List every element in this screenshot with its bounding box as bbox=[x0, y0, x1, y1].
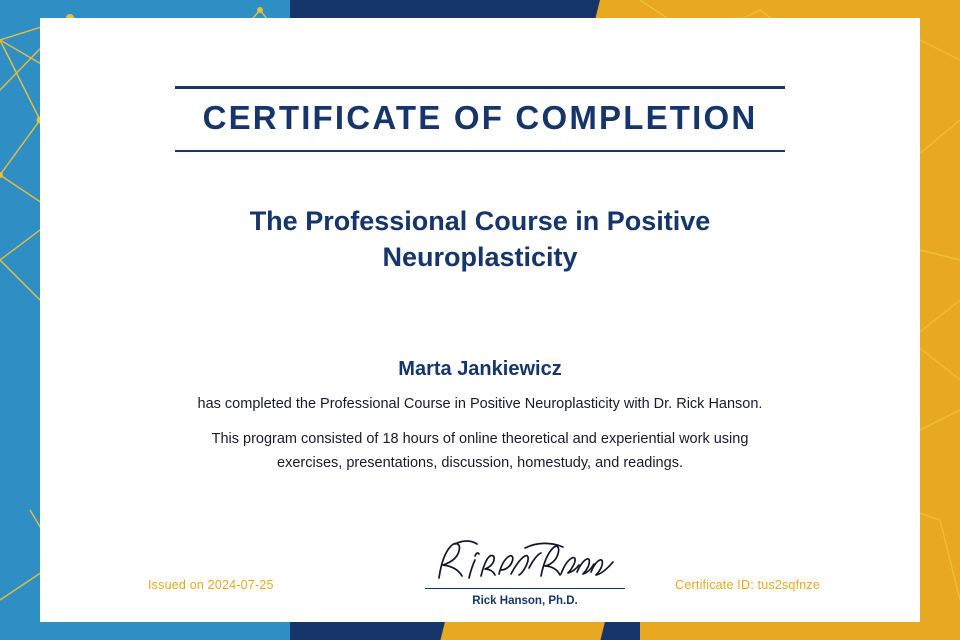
recipient-name: Marta Jankiewicz bbox=[398, 358, 562, 380]
program-description: This program consisted of 18 hours of online theoretical and experiential work using exercises, presentations, discussion, homestudy, and readings. bbox=[211, 431, 749, 471]
issued-on-date: Issued on 2024-07-25 bbox=[148, 578, 274, 592]
signature-block bbox=[420, 538, 630, 607]
certificate-heading-block bbox=[175, 86, 785, 152]
course-name: The Professional Course in Positive Neuroplasticity bbox=[249, 206, 711, 273]
certificate-id: Certificate ID: tus2sqfnze bbox=[675, 578, 820, 592]
completion-statement: has completed the Professional Course in Positive Neuroplasticity with Dr. Rick Hanson. bbox=[197, 396, 763, 412]
heading-rule-bottom bbox=[175, 150, 785, 152]
certificate-card bbox=[40, 18, 920, 622]
signer-name: Rick Hanson, Ph.D. bbox=[472, 595, 578, 607]
signature-icon bbox=[425, 538, 625, 586]
signature-rule bbox=[425, 588, 625, 589]
page-title: CERTIFICATE OF COMPLETION bbox=[202, 99, 758, 136]
